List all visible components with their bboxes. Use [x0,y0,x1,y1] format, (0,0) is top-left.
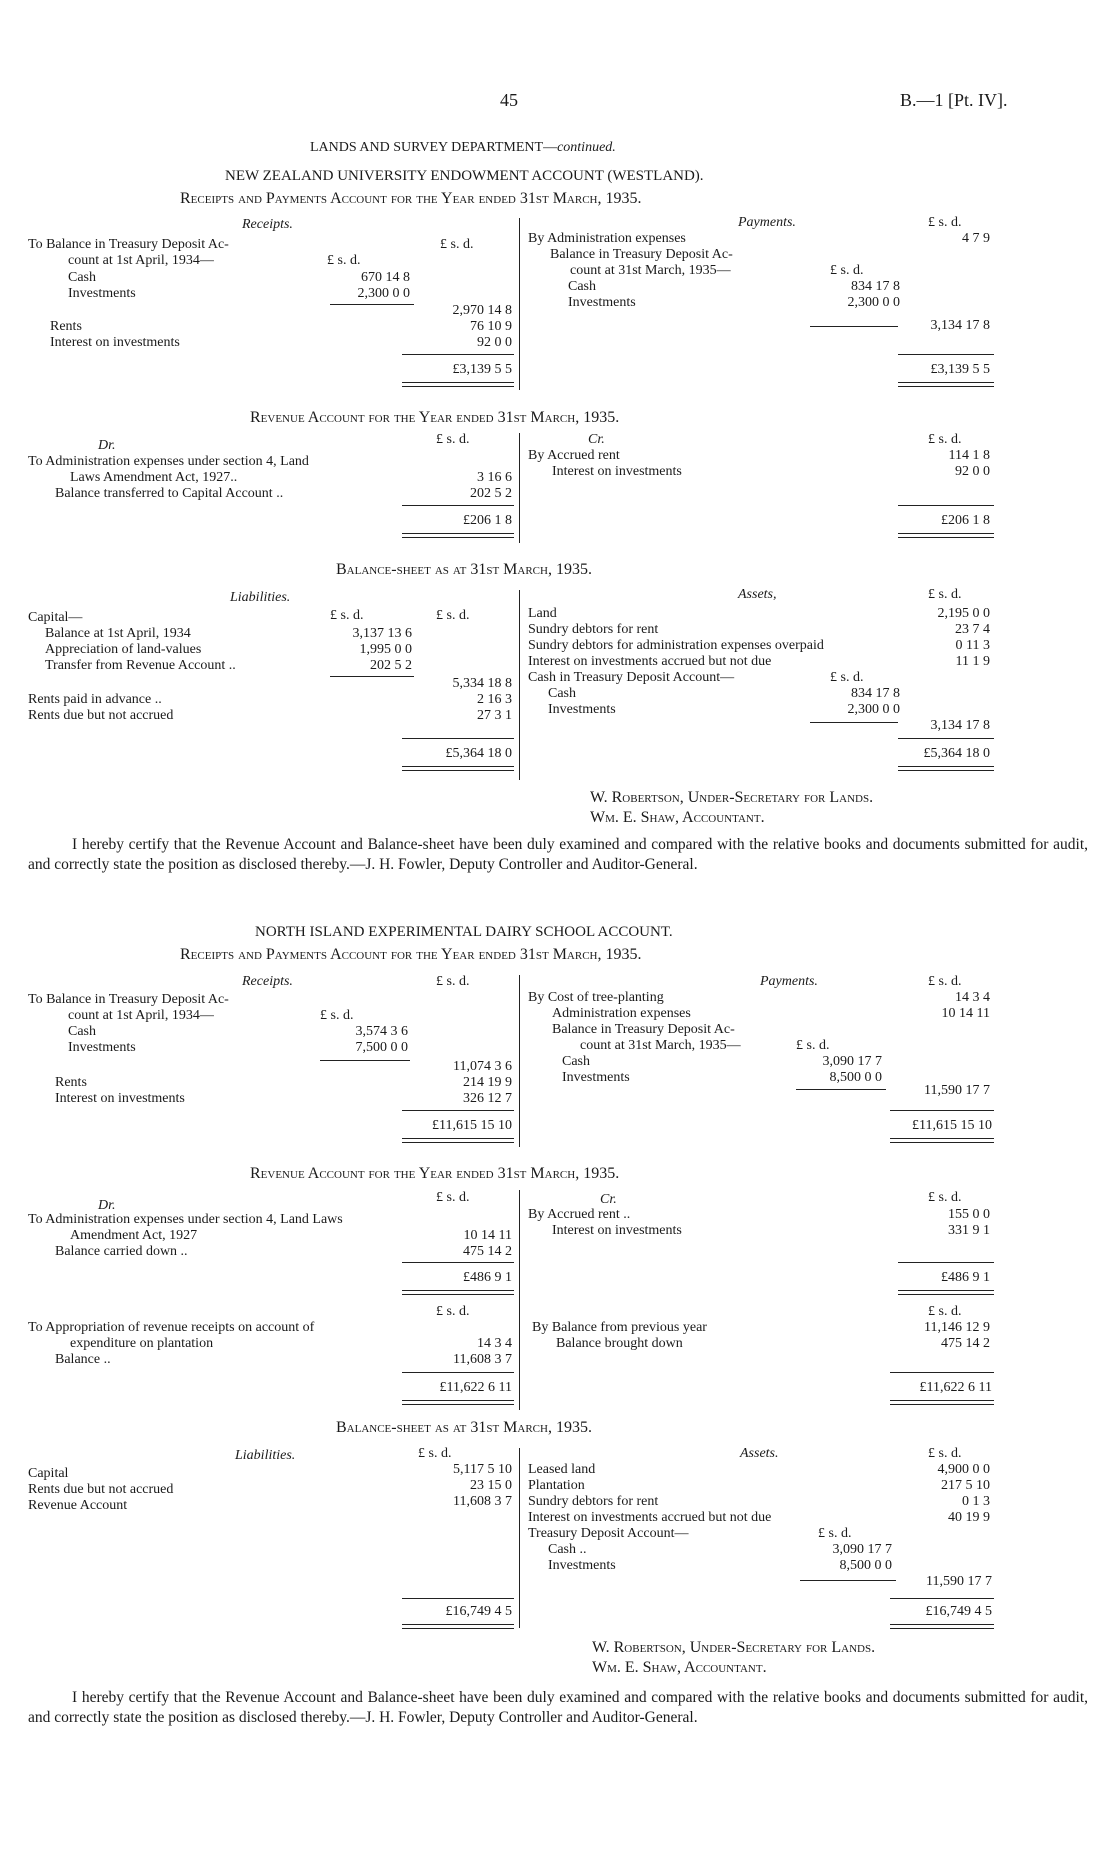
asset-line: Sundry debtors for rent [528,622,659,637]
payments-label: Payments. [738,215,796,230]
amount: 326 12 7 [463,1091,512,1106]
debit-line: Amendment Act, 1927 [70,1228,198,1243]
total-amount: £3,139 5 5 [452,362,512,377]
amount: 214 19 9 [463,1075,512,1090]
amount: 3 16 6 [477,470,512,485]
debit-line: To Appropriation of revenue receipts on account of [28,1320,315,1335]
col-header: £ s. d. [436,974,470,989]
page-number: 45 [500,90,518,110]
liability-line: Rents due but not accrued [28,1482,174,1497]
liability-line: Appreciation of land-values [45,642,202,657]
receipts-payments-heading: Receipts and Payments Account for the Year ended 31st March, 1935. [180,190,642,207]
receipts-label: Receipts. [242,974,293,989]
amount: 4,900 0 0 [937,1462,990,1477]
payment-line: Investments [562,1070,630,1085]
payment-line: By Administration expenses [528,231,686,246]
liability-line: Capital [28,1466,69,1481]
total-amount: £16,749 4 5 [925,1604,992,1619]
total-amount: £11,615 15 10 [912,1118,992,1133]
total-amount: £486 9 1 [941,1270,990,1285]
amount: 670 14 8 [361,270,410,285]
amount: 2 16 3 [477,692,512,707]
receipt-line: To Balance in Treasury Deposit Ac- [28,992,229,1007]
amount: 92 0 0 [477,335,512,350]
amount: 10 14 11 [941,1006,990,1021]
amount: 3,574 3 6 [355,1024,408,1039]
receipt-line: Cash [68,1024,96,1039]
debit-line: Balance transferred to Capital Account .. [55,486,284,501]
asset-line: Interest on investments accrued but not due [528,654,772,669]
debit-line: Laws Amendment Act, 1927.. [70,470,238,485]
amount: 2,300 0 0 [847,295,900,310]
payment-line: count at 31st March, 1935— [580,1038,741,1053]
col-header: £ s. d. [928,1446,962,1461]
asset-line: Sundry debtors for administration expenses overpaid [528,638,824,653]
asset-line: Treasury Deposit Account— [528,1526,689,1541]
amount: 475 14 2 [941,1336,990,1351]
receipt-line: Investments [68,286,136,301]
revenue-heading: Revenue Account for the Year ended 31st March, 1935. [250,409,620,426]
signature-accountant: Wm. E. Shaw, Accountant. [592,1659,767,1676]
total-amount: £3,139 5 5 [930,362,990,377]
total-amount: £206 1 8 [463,513,512,528]
asset-line: Cash .. [548,1542,587,1557]
amount: 475 14 2 [463,1244,512,1259]
col-header: £ s. d. [436,608,470,623]
asset-line: Plantation [528,1478,585,1493]
payment-line: Balance in Treasury Deposit Ac- [552,1022,735,1037]
liability-line: Revenue Account [28,1498,128,1513]
amount: 11,074 3 6 [453,1059,512,1074]
col-header: £ s. d. [830,670,864,685]
liability-line: Transfer from Revenue Account .. [45,658,236,673]
total-amount: £5,364 18 0 [923,746,990,761]
amount: 11,608 3 7 [453,1494,512,1509]
amount: 202 5 2 [470,486,512,501]
amount: 3,090 17 7 [832,1542,892,1557]
amount: 5,117 5 10 [453,1462,512,1477]
amount: 834 17 8 [851,279,900,294]
payment-line: Balance in Treasury Deposit Ac- [550,247,733,262]
debit-line: expenditure on plantation [70,1336,214,1351]
asset-line: Cash in Treasury Deposit Account— [528,670,735,685]
amount: 114 1 8 [948,448,990,463]
liabilities-label: Liabilities. [230,590,291,605]
payment-line: Cash [562,1054,590,1069]
col-header: £ s. d. [330,608,364,623]
asset-line: Investments [548,702,616,717]
col-header: £ s. d. [818,1526,852,1541]
col-header: £ s. d. [928,974,962,989]
audit-certificate: I hereby certify that the Revenue Account and Balance-sheet have been duly examined and compared with the relative books and documents submitted for audit, and correctly state the position as disclosed thereby.—J. H. Fowler, Deputy Controller and Auditor-General. [28,1689,1088,1726]
col-header: £ s. d. [928,432,962,447]
col-header: £ s. d. [418,1446,452,1461]
liability-line: Rents paid in advance .. [28,692,162,707]
debit-line: Balance .. [55,1352,111,1367]
section-title: NORTH ISLAND EXPERIMENTAL DAIRY SCHOOL ACCOUNT. [255,924,673,940]
total-amount: £5,364 18 0 [445,746,512,761]
amount: 14 3 4 [955,990,990,1005]
dr-label: Dr. [98,1198,116,1213]
receipt-line: count at 1st April, 1934— [68,253,214,268]
amount: 11 1 9 [955,654,990,669]
receipt-line: Rents [55,1075,87,1090]
balance-sheet-heading: Balance-sheet as at 31st March, 1935. [336,1419,592,1436]
credit-line: Interest on investments [552,464,682,479]
assets-label: Assets, [738,587,777,602]
amount: 0 1 3 [962,1494,990,1509]
revenue-heading: Revenue Account for the Year ended 31st March, 1935. [250,1165,620,1182]
total-amount: £11,622 6 11 [919,1380,992,1395]
liability-line: Rents due but not accrued [28,708,174,723]
asset-line: Cash [548,686,576,701]
receipt-line: Interest on investments [55,1091,185,1106]
amount: 3,090 17 7 [822,1054,882,1069]
receipt-line: count at 1st April, 1934— [68,1008,214,1023]
amount: 8,500 0 0 [839,1558,892,1573]
total-amount: £486 9 1 [463,1270,512,1285]
cr-label: Cr. [588,432,605,447]
amount: 23 7 4 [955,622,990,637]
payment-line: Investments [568,295,636,310]
amount: 11,590 17 7 [926,1574,992,1589]
liabilities-label: Liabilities. [235,1448,296,1463]
assets-label: Assets. [740,1446,779,1461]
asset-line: Land [528,606,557,621]
col-header: £ s. d. [796,1038,830,1053]
receipt-line: Rents [50,319,82,334]
amount: 8,500 0 0 [829,1070,882,1085]
amount: 2,300 0 0 [847,702,900,717]
asset-line: Leased land [528,1462,596,1477]
amount: 2,300 0 0 [357,286,410,301]
audit-certificate: I hereby certify that the Revenue Account and Balance-sheet have been duly examined and compared with the relative books and documents submitted for audit, and correctly state the position as disclosed thereby.—J. H. Fowler, Deputy Controller and Auditor-General. [28,836,1088,873]
amount: 1,995 0 0 [359,642,412,657]
amount: 217 5 10 [941,1478,990,1493]
signature-under-secretary: W. Robertson, Under-Secretary for Lands. [590,789,874,806]
cr-label: Cr. [600,1192,617,1207]
col-header: £ s. d. [928,1304,962,1319]
amount: 3,137 13 6 [352,626,412,641]
amount: 11,590 17 7 [924,1083,990,1098]
amount: 76 10 9 [470,319,512,334]
total-amount: £11,622 6 11 [439,1380,512,1395]
asset-line: Interest on investments accrued but not due [528,1510,772,1525]
amount: 40 19 9 [948,1510,990,1525]
credit-line: By Balance from previous year [532,1320,707,1335]
amount: 14 3 4 [477,1336,512,1351]
total-amount: £11,615 15 10 [432,1118,512,1133]
amount: 7,500 0 0 [355,1040,408,1055]
total-amount: £16,749 4 5 [445,1604,512,1619]
payment-line: Administration expenses [552,1006,691,1021]
signature-under-secretary: W. Robertson, Under-Secretary for Lands. [592,1639,876,1656]
amount: 10 14 11 [463,1228,512,1243]
credit-line: Balance brought down [556,1336,683,1351]
liability-line: Balance at 1st April, 1934 [45,626,191,641]
amount: 155 0 0 [948,1207,990,1222]
liability-line: Capital— [28,610,83,625]
amount: 202 5 2 [370,658,412,673]
col-header: £ s. d. [928,1190,962,1205]
receipts-label: Receipts. [242,217,293,232]
amount: 331 9 1 [948,1223,990,1238]
credit-line: By Accrued rent [528,448,620,463]
receipts-payments-heading: Receipts and Payments Account for the Year ended 31st March, 1935. [180,946,642,963]
debit-line: Balance carried down .. [55,1244,188,1259]
col-header: £ s. d. [436,1304,470,1319]
amount: 3,134 17 8 [930,718,990,733]
debit-line: To Administration expenses under section 4, Land [28,454,309,469]
debit-line: To Administration expenses under section 4, Land Laws [28,1212,343,1227]
col-header: £ s. d. [440,237,474,252]
asset-line: Investments [548,1558,616,1573]
balance-sheet-heading: Balance-sheet as at 31st March, 1935. [336,561,592,578]
payments-label: Payments. [760,974,818,989]
asset-line: Sundry debtors for rent [528,1494,659,1509]
section-title: NEW ZEALAND UNIVERSITY ENDOWMENT ACCOUNT (WESTLAND). [225,168,704,184]
receipt-line: To Balance in Treasury Deposit Ac- [28,237,229,252]
payment-line: By Cost of tree-planting [528,990,664,1005]
department-title: LANDS AND SURVEY DEPARTMENT—continued. [310,140,616,155]
credit-line: By Accrued rent .. [528,1207,631,1222]
col-header: £ s. d. [320,1008,354,1023]
col-header: £ s. d. [436,432,470,447]
amount: 834 17 8 [851,686,900,701]
dr-label: Dr. [98,438,116,453]
receipt-line: Investments [68,1040,136,1055]
amount: 3,134 17 8 [930,318,990,333]
amount: 27 3 1 [477,708,512,723]
amount: 23 15 0 [470,1478,512,1493]
amount: 92 0 0 [955,464,990,479]
payment-line: Cash [568,279,596,294]
amount: 4 7 9 [962,231,990,246]
payment-line: count at 31st March, 1935— [570,263,731,278]
receipt-line: Interest on investments [50,335,180,350]
amount: 0 11 3 [955,638,990,653]
col-header: £ s. d. [928,215,962,230]
col-header: £ s. d. [830,263,864,278]
credit-line: Interest on investments [552,1223,682,1238]
amount: 11,608 3 7 [453,1352,512,1367]
col-header: £ s. d. [928,587,962,602]
amount: 2,970 14 8 [452,303,512,318]
receipt-line: Cash [68,270,96,285]
amount: 5,334 18 8 [452,676,512,691]
col-header: £ s. d. [436,1190,470,1205]
signature-accountant: Wm. E. Shaw, Accountant. [590,809,765,826]
col-header: £ s. d. [327,253,361,268]
document-reference: B.—1 [Pt. IV]. [900,90,1008,110]
amount: 11,146 12 9 [924,1320,990,1335]
total-amount: £206 1 8 [941,513,990,528]
amount: 2,195 0 0 [937,606,990,621]
